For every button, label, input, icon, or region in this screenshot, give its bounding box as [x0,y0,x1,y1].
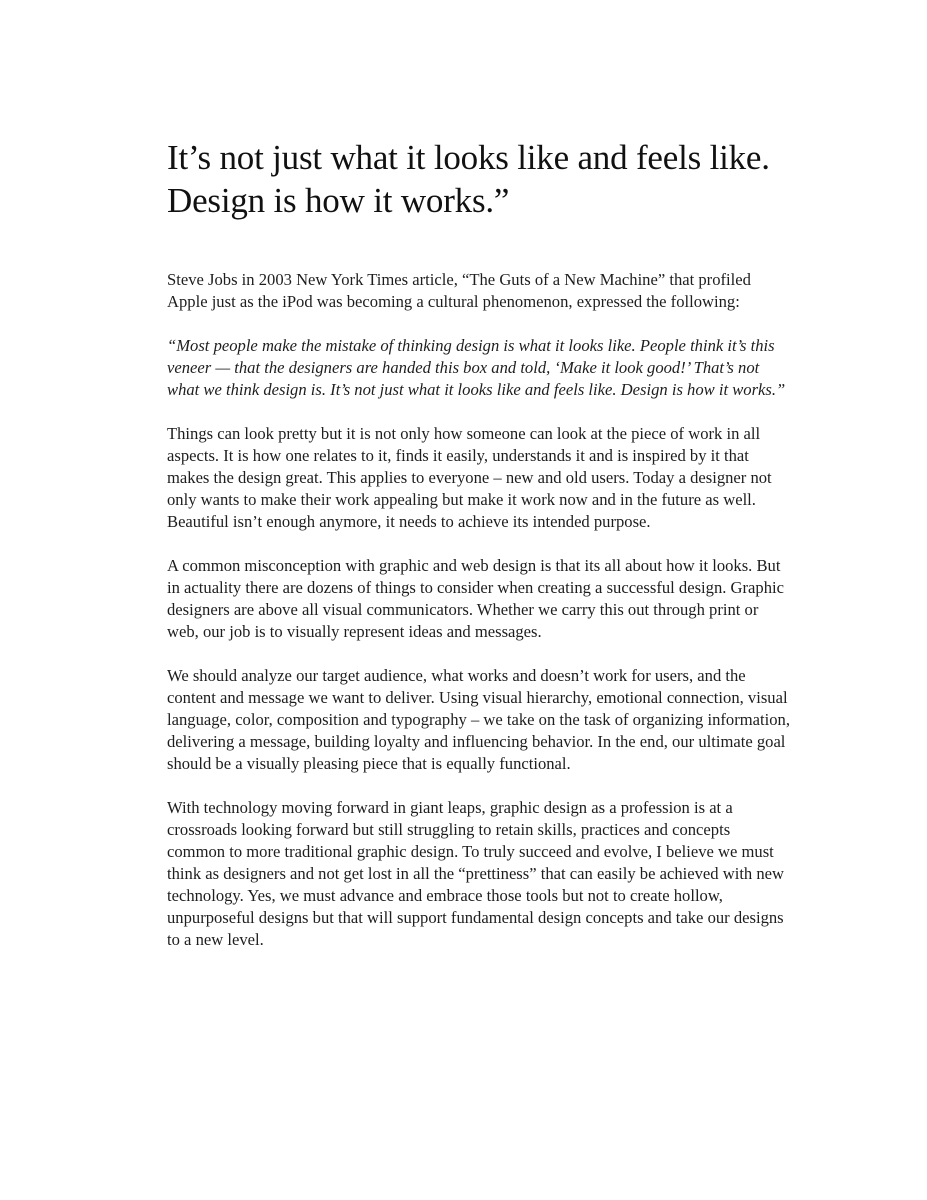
article-body [167,269,792,951]
closing-paragraph: With technology moving forward in giant leaps, graphic design as a profession is at a crossroads looking forward but still struggling to retain skills, practices and concepts common to more traditional graphic design. To truly succeed and evolve, I believe we must think as designers and not get lost in all the “prettiness” that can easily be achieved with new technology. Yes, we must advance and embrace those tools but not to create hollow, unpurposeful designs but that will support fundamental design concepts and take our designs to a new level. [167,798,785,949]
headline-line-1: It’s not just what it looks like and feels like. [167,138,770,177]
intro-paragraph: Steve Jobs in 2003 New York Times article, “The Guts of a New Machine” that profiled Apple just as the iPod was becoming a cultural phenomenon, expressed the following: [167,270,751,311]
body-paragraph: Things can look pretty but it is not only how someone can look at the piece of work in all aspects. It is how one relates to it, finds it easily, understands it and is inspired by it that makes the design great. This applies to everyone – new and old users. Today a designer not only wants to make their work appealing but make it work now and in the future as well. Beautiful isn’t enough anymore, it needs to achieve its intended purpose. [167,424,772,531]
body-paragraph: A common misconception with graphic and web design is that its all about how it looks. But in actuality there are dozens of things to consider when creating a successful design. Graphic designers are above all visual communicators. Whether we carry this out through print or web, our job is to visually represent ideas and messages. [167,556,784,641]
jobs-quote-paragraph: “Most people make the mistake of thinking design is what it looks like. People think it’s this veneer — that the designers are handed this box and told, ‘Make it look good!’ That’s not what we think design is. It’s not just what it looks like and feels like. Design is how it works.” [167,336,786,399]
headline [167,136,792,222]
document-page [167,136,792,973]
headline-line-2: Design is how it works.” [167,181,510,220]
body-paragraph: We should analyze our target audience, what works and doesn’t work for users, and the content and message we want to deliver. Using visual hierarchy, emotional connection, visual language, color, composition and typography – we take on the task of organizing information, delivering a message, building loyalty and influencing behavior. In the end, our ultimate goal should be a visually pleasing piece that is equally functional. [167,666,790,773]
